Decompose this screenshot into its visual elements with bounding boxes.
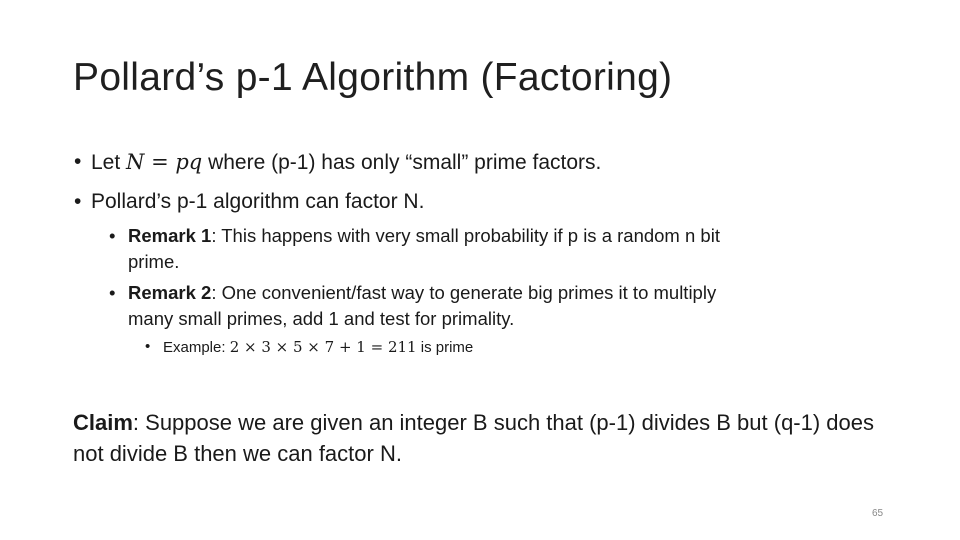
example-label: Example: — [163, 339, 230, 356]
bullet-text: where (p-1) has only “small” prime factors. — [202, 151, 602, 174]
math-n-equals-pq: N = pq — [126, 150, 203, 174]
claim-label: Claim — [73, 410, 133, 435]
remark-label: Remark 2 — [128, 282, 212, 303]
claim-text: : Suppose we are given an integer B such that (p-1) divides B but (q-1) does not divide B then we can factor N. — [73, 410, 875, 466]
bullet-let-n — [91, 150, 601, 175]
remark-2 — [128, 282, 716, 304]
remark-label: Remark 1 — [128, 225, 212, 246]
remark-2-continued: many small primes, add 1 and test for primality. — [128, 308, 515, 329]
example-text: is prime — [416, 339, 474, 356]
bullet-marker: • — [145, 338, 151, 355]
example-line — [163, 338, 473, 356]
bullet-pollard: Pollard’s p-1 algorithm can factor N. — [91, 190, 425, 213]
claim-paragraph — [73, 407, 883, 469]
math-example-expression: 2 × 3 × 5 × 7 + 1 = 211 — [229, 338, 417, 356]
bullet-marker: • — [74, 190, 82, 213]
remark-1-continued: prime. — [128, 251, 180, 272]
remark-text: : This happens with very small probability if p is a random n bit — [211, 225, 720, 246]
page-number: 65 — [872, 508, 884, 519]
remark-text: : One convenient/fast way to generate big primes it to multiply — [211, 282, 717, 303]
bullet-marker: • — [109, 225, 116, 246]
slide-title: Pollard’s p-1 Algorithm (Factoring) — [73, 56, 673, 99]
bullet-text: Let — [91, 151, 127, 174]
remark-1 — [128, 225, 720, 247]
bullet-marker: • — [74, 150, 82, 173]
bullet-marker: • — [109, 282, 116, 303]
